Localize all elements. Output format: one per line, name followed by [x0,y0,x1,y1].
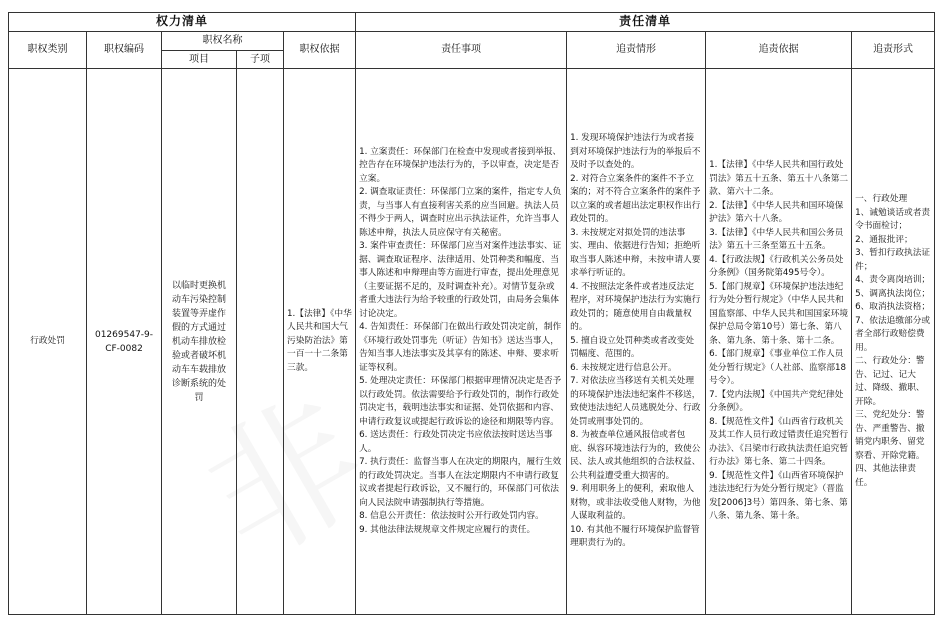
list-item: 5.【部门规章】《环境保护违法违纪行为处分暂行规定》（中华人民共和国监察部、中华人民共和国国家环境保护总局令第10号）第七条、第八条、第九条、第十条、第十二条。 [709,281,849,346]
list-item: 三、党纪处分：警告、严重警告、撤销党内职务、留党察看、开除党籍。 [855,410,925,461]
list-item: 8.【规范性文件】《山西省行政机关及其工作人员行政过错责任追究暂行办法》、《吕梁市行政执法责任追究暂行办法》第七条、第二十四条。 [709,416,849,468]
list-item: 2. 对符合立案条件的案件不予立案的；对不符合立案条件的案件予以立案的或者超出法定职权作出行政处罚的。 [570,173,701,225]
list-item: 9. 利用职务上的便利，索取他人财物，或非法收受他人财物，为他人谋取利益的。 [570,484,701,522]
list-item: 3. 未按规定对拟处罚的违法事实、理由、依据进行告知；拒绝听取当事人陈述申辩，未按申请人要求举行听证的。 [570,227,701,279]
accountability-basis-list [709,159,848,524]
list-item: 7、依法追缴部分或者全部行政赔偿费用。 [855,315,931,353]
list-item: 3、暂扣行政执法证件； [855,248,931,272]
list-item: 2、通报批评； [855,234,913,245]
list-item: 4. 不按照法定条件或者违反法定程序，对环境保护违法行为实施行政处罚的；随意使用自由裁量权的。 [570,281,701,333]
header-accountability-basis: 追责依据 [706,32,852,69]
cell-category: 行政处罚 [9,69,87,615]
list-item: 1. 发现环境保护违法行为或者接到对环境保护违法行为的举报后不及时予以查处的。 [570,133,701,171]
power-list-header: 权力清单 [9,13,356,32]
header-duties: 责任事项 [356,32,567,69]
list-item: 7. 对依法应当移送有关机关处理的环境保护违法违纪案件不移送，致使违法违纪人员逃脱处分、行政处罚或刑事处罚的。 [570,376,701,427]
list-item: 5. 擅自设立处罚种类或者改变处罚幅度、范围的。 [570,335,695,360]
power-responsibility-table [8,12,935,615]
cell-code: 01269547-9-CF-0082 [87,69,162,615]
list-item: 4、责令离岗培训； [855,275,931,285]
cell-subitem [237,69,284,615]
header-category: 职权类别 [9,32,87,69]
header-code: 职权编码 [87,32,162,69]
cell-accountability-basis [706,69,852,615]
list-item: 6. 送达责任：行政处罚决定书应依法按时送达当事人。 [359,430,553,454]
header-name: 职权名称 [162,32,284,51]
list-item: 5、调离执法岗位； [855,288,931,299]
list-item: 2. 调查取证责任：环保部门立案的案件，指定专人负责，与当事人有直接利害关系的应当回避。执法人员不得少于两人，调查时应出示执法证件，允许当事人陈述申辩，执法人员应保守有关秘密。 [359,187,562,238]
header-circumstances: 追责情形 [567,32,706,69]
header-subitem: 子项 [237,51,284,69]
header-accountability-form: 追责形式 [852,32,935,69]
list-item: 9. 其他法律法规规章文件规定应履行的责任。 [359,524,536,535]
responsibility-list-header: 责任清单 [356,13,935,32]
list-item: 1、诫勉谈话或者责令书面检讨； [855,207,931,231]
list-item: 4.【行政法规】《行政机关公务员处分条例》（国务院第495号令）。 [709,254,844,279]
list-item: 6.【部门规章】《事业单位工作人员处分暂行规定》（人社部、监察部18号令）。 [709,349,847,387]
list-item: 3. 案件审查责任：环保部门应当对案件违法事实、证据、调查取证程序、法律适用、处罚种类和幅度、当事人陈述和申辩理由等方面进行审查，提出处理意见（主要证据不足的，及时调查补充）。对情节复杂或者重大违法行为给予较重的行政处罚，由局务会集体讨论决定。 [359,241,562,319]
list-item: 6、取消执法资格； [855,302,931,312]
duties-list [359,146,563,538]
list-item: 9.【规范性文件】《山西省环境保护违法违纪行为处分暂行规定》（晋监发[2006]3号）第四条、第七条、第八条、第九条、第十条。 [709,470,848,522]
list-item: 8. 信息公开责任：依法按时公开行政处罚内容。 [359,511,544,522]
cell-basis: 1.【法律】《中华人民共和国大气污染防治法》第一百一十二条第三款。 [284,69,356,615]
header-basis: 职权依据 [284,32,356,69]
list-item: 四、其他法律责任。 [855,464,916,488]
header-item: 项目 [162,51,237,69]
list-item: 5. 处理决定责任：环保部门根据审理情况决定是否予以行政处罚。依法需要给予行政处罚的，制作行政处罚决定书，载明违法事实和证据、处罚依据和内容、申请行政复议或提起行政诉讼的途径和期限等内容。 [359,376,562,427]
list-item: 1.【法律】《中华人民共和国行政处罚法》第五十五条、第五十八条第二款、第六十二条。 [709,160,849,198]
table-row [9,69,935,615]
list-item: 7. 执行责任：监督当事人在决定的期限内，履行生效的行政处罚决定。当事人在法定期限内不申请行政复议或者提起行政诉讼，又不履行的，环保部门可依法向人民法院申请强制执行等措施。 [359,457,562,508]
list-item: 7.【党内法规】《中国共产党纪律处分条例》。 [709,389,844,414]
list-item: 6. 未按规定进行信息公开。 [570,362,677,373]
list-item: 2.【法律】《中华人民共和国环境保护法》第六十八条。 [709,200,844,225]
circumstances-list [570,132,702,551]
list-item: 一、行政处理 [855,194,908,204]
list-item: 8. 为被查单位通风报信或者包庇、纵容环境违法行为的，致使公民、法人或其他组织的合法权益、公共利益遭受重大损害的。 [570,430,701,481]
list-item: 3.【法律】《中华人民共和国公务员法》第五十三条至第五十五条。 [709,227,844,252]
cell-circumstances [567,69,706,615]
list-item: 4. 告知责任：环保部门在做出行政处罚决定前，制作《环境行政处罚事先（听证）告知书》送达当事人，告知当事人违法事实及其享有的陈述、申辩、要求听证等权利。 [359,322,562,373]
cell-item: 以临时更换机动车污染控制装置等弄虚作假的方式通过机动车排放检验或者破坏机动车车载排放诊断系统的处罚 [162,69,237,615]
list-item: 二、行政处分：警告、记过、记大过、降级、撤职、开除。 [855,356,925,407]
accountability-form-list [855,193,931,490]
cell-duties [356,69,567,615]
list-item: 10. 有其他不履行环境保护监督管理职责行为的。 [570,524,700,549]
list-item: 1. 立案责任：环保部门在检查中发现或者接到举报、控告存在环境保护违法行为的，予以审查，决定是否立案。 [359,146,562,184]
cell-accountability-form [852,69,935,615]
